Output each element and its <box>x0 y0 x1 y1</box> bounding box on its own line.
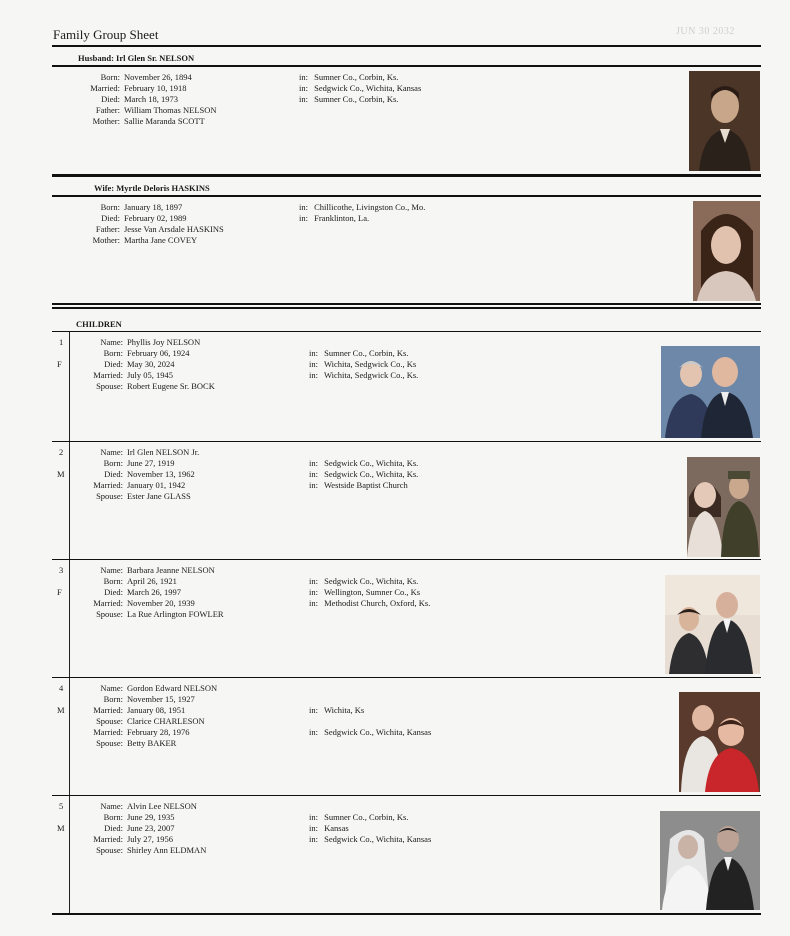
fact-value: January 18, 1897 <box>124 202 183 212</box>
child-places <box>309 565 430 620</box>
child-sex: M <box>57 823 65 833</box>
fact-row <box>0 587 224 598</box>
fact-label: Born: <box>103 693 123 704</box>
place-row <box>309 469 418 480</box>
place-row <box>299 72 421 83</box>
child-sex: F <box>57 587 62 597</box>
fact-row <box>0 609 224 620</box>
husband-places <box>299 72 421 127</box>
in-label: in: <box>309 822 318 833</box>
fact-label: Born: <box>100 202 120 212</box>
fact-value: William Thomas NELSON <box>124 104 217 115</box>
child-facts <box>0 337 215 392</box>
couple-photo-icon <box>661 346 760 438</box>
place-row <box>309 727 431 738</box>
section-rule <box>52 174 761 177</box>
child-divider <box>52 559 761 560</box>
place-value: Westside Baptist Church <box>321 479 408 490</box>
fact-row <box>0 370 215 381</box>
fact-row <box>0 116 217 127</box>
place-row <box>309 812 431 823</box>
in-label: in: <box>309 575 318 586</box>
fact-label: Married: <box>93 726 123 737</box>
fact-label: Father: <box>95 104 120 115</box>
place-value: Sedgwick Co., Wichita, Ks. <box>321 468 419 479</box>
in-label: in: <box>309 358 318 369</box>
fact-value: Ester Jane GLASS <box>127 490 191 501</box>
husband-label: Husband: <box>78 53 114 63</box>
fact-label: Name: <box>100 337 123 347</box>
fact-row <box>0 348 215 359</box>
wife-label: Wife: <box>94 183 115 193</box>
place-row <box>309 576 430 587</box>
child-4-photo <box>679 692 760 792</box>
fact-label: Spouse: <box>96 380 123 391</box>
fact-value: March 26, 1997 <box>127 586 182 597</box>
place-row <box>309 447 418 458</box>
place-value: Sedgwick Co., Wichita, Kansas <box>321 833 432 844</box>
place-row <box>309 565 430 576</box>
fact-label: Married: <box>93 833 123 844</box>
place-row <box>299 213 425 224</box>
fact-row <box>0 337 215 348</box>
fact-label: Died: <box>104 468 123 479</box>
place-value: Sedgwick Co., Wichita, Kansas <box>321 726 432 737</box>
child-places <box>309 683 431 748</box>
place-row <box>309 834 431 845</box>
in-label: in: <box>309 586 318 597</box>
couple-photo-icon <box>665 575 760 674</box>
fact-row <box>0 213 224 224</box>
place-row <box>299 235 425 246</box>
place-row <box>309 716 431 727</box>
fact-row <box>0 72 217 83</box>
fact-value: Sallie Maranda SCOTT <box>124 115 205 126</box>
scan-stamp: JUN 30 2032 <box>676 26 735 37</box>
place-row <box>299 105 421 116</box>
place-row <box>309 348 418 359</box>
place-row <box>309 738 431 749</box>
place-value: Sumner Co., Corbin, Ks. <box>311 93 399 104</box>
fact-value: Phyllis Joy NELSON <box>127 337 201 347</box>
fact-row <box>0 812 206 823</box>
header-rule <box>52 45 761 47</box>
fact-value: Gordon Edward NELSON <box>127 683 218 693</box>
child-places <box>309 801 431 856</box>
wife-facts <box>0 202 224 246</box>
place-row <box>309 705 431 716</box>
in-label: in: <box>309 597 318 608</box>
fact-value: March 18, 1973 <box>124 93 179 104</box>
fact-value: February 28, 1976 <box>127 726 190 737</box>
portrait-woman-icon <box>693 201 760 301</box>
wedding-photo-icon <box>660 811 760 910</box>
fact-label: Married: <box>93 369 123 380</box>
child-sex: F <box>57 359 62 369</box>
fact-value: April 26, 1921 <box>127 575 177 586</box>
fact-value: Alvin Lee NELSON <box>127 801 197 811</box>
in-label: in: <box>309 468 318 479</box>
children-heading: CHILDREN <box>76 319 122 329</box>
couple-photo-icon <box>687 457 760 557</box>
place-value: Wellington, Sumner Co., Ks <box>321 586 421 597</box>
place-value: Chillicothe, Livingston Co., Mo. <box>311 202 426 212</box>
place-value: Sedgwick Co., Wichita, Ks. <box>321 457 419 468</box>
wife-heading <box>94 183 210 193</box>
in-label: in: <box>299 82 308 93</box>
child-places <box>309 337 418 392</box>
place-value: Wichita, Ks <box>321 704 365 715</box>
fact-value: November 15, 1927 <box>127 693 195 704</box>
in-label: in: <box>309 704 318 715</box>
child-divider <box>52 441 761 442</box>
fact-value: July 05, 1945 <box>127 369 174 380</box>
fact-label: Born: <box>103 575 123 586</box>
fact-row <box>0 823 206 834</box>
fact-label: Married: <box>93 704 123 715</box>
place-row <box>309 491 418 502</box>
place-row <box>309 587 430 598</box>
place-value: Wichita, Sedgwick Co., Ks. <box>321 369 419 380</box>
wife-name: Myrtle Deloris HASKINS <box>116 183 210 193</box>
fact-row <box>0 727 217 738</box>
in-label: in: <box>299 93 308 104</box>
page-title: Family Group Sheet <box>53 27 159 42</box>
child-number: 4 <box>59 683 64 693</box>
fact-value: Betty BAKER <box>127 737 177 748</box>
child-divider <box>52 677 761 678</box>
fact-row <box>0 359 215 370</box>
place-value: Sedgwick Co., Wichita, Kansas <box>311 82 422 93</box>
fact-row <box>0 447 199 458</box>
child-number: 1 <box>59 337 64 347</box>
child-sex: M <box>57 705 65 715</box>
place-row <box>309 370 418 381</box>
fact-label: Spouse: <box>96 844 123 855</box>
fact-label: Name: <box>100 447 123 457</box>
place-value: Sumner Co., Corbin, Ks. <box>321 347 409 358</box>
fact-row <box>0 716 217 727</box>
child-facts <box>0 565 224 620</box>
fact-value: February 06, 1924 <box>127 347 190 358</box>
fact-row <box>0 845 206 856</box>
child-sex: M <box>57 469 65 479</box>
child-facts <box>0 801 206 856</box>
child-number: 5 <box>59 801 64 811</box>
fact-value: Jesse Van Arsdale HASKINS <box>124 223 224 234</box>
wife-places <box>299 202 425 246</box>
fact-label: Died: <box>104 586 123 597</box>
fact-row <box>0 598 224 609</box>
husband-rule <box>52 65 761 67</box>
place-row <box>309 337 418 348</box>
fact-value: February 02, 1989 <box>124 212 187 223</box>
fact-label: Spouse: <box>96 715 123 726</box>
fact-row <box>0 491 199 502</box>
section-rule-bottom <box>52 307 761 309</box>
fact-label: Died: <box>104 822 123 833</box>
wife-rule <box>52 195 761 197</box>
fact-label: Spouse: <box>96 737 123 748</box>
fact-value: Irl Glen NELSON Jr. <box>127 447 200 457</box>
fact-row <box>0 235 224 246</box>
fact-row <box>0 834 206 845</box>
in-label: in: <box>299 212 308 223</box>
fact-label: Born: <box>103 347 123 358</box>
place-value: Methodist Church, Oxford, Ks. <box>321 597 431 608</box>
husband-photo <box>689 71 760 171</box>
place-row <box>309 823 431 834</box>
in-label: in: <box>299 202 308 212</box>
fact-label: Born: <box>100 72 120 82</box>
couple-photo-icon <box>679 692 760 792</box>
place-value: Sedgwick Co., Wichita, Ks. <box>321 575 419 586</box>
fact-label: Name: <box>100 565 123 575</box>
child-facts <box>0 683 217 748</box>
in-label: in: <box>309 811 318 822</box>
place-value: Sumner Co., Corbin, Ks. <box>311 72 399 82</box>
fact-label: Mother: <box>92 115 120 126</box>
fact-row <box>0 705 217 716</box>
place-row <box>309 609 430 620</box>
place-value: Sumner Co., Corbin, Ks. <box>321 811 409 822</box>
fact-label: Died: <box>101 212 120 223</box>
wife-photo <box>693 201 760 301</box>
place-value: Kansas <box>321 822 349 833</box>
fact-label: Married: <box>93 597 123 608</box>
fact-row <box>0 480 199 491</box>
fact-row <box>0 565 224 576</box>
fact-value: May 30, 2024 <box>127 358 175 369</box>
footer-rule <box>52 913 761 915</box>
fact-value: Barbara Jeanne NELSON <box>127 565 215 575</box>
in-label: in: <box>309 726 318 737</box>
section-rule-top <box>52 303 761 305</box>
fact-row <box>0 694 217 705</box>
fact-row <box>0 683 217 694</box>
fact-value: November 20, 1939 <box>127 597 195 608</box>
fact-value: Shirley Ann ELDMAN <box>127 844 207 855</box>
fact-label: Born: <box>103 811 123 822</box>
child-1-photo <box>661 346 760 438</box>
fact-value: Robert Eugene Sr. BOCK <box>127 380 215 391</box>
fact-row <box>0 576 224 587</box>
child-number: 2 <box>59 447 64 457</box>
in-label: in: <box>309 347 318 358</box>
child-3-photo <box>665 575 760 674</box>
fact-value: February 10, 1918 <box>124 82 187 93</box>
child-places <box>309 447 418 502</box>
in-label: in: <box>309 479 318 490</box>
place-row <box>309 801 431 812</box>
child-2-photo <box>687 457 760 557</box>
fact-label: Died: <box>101 93 120 104</box>
place-row <box>309 359 418 370</box>
fact-value: January 08, 1951 <box>127 704 186 715</box>
place-value: Franklinton, La. <box>311 212 370 223</box>
place-row <box>299 224 425 235</box>
fact-label: Name: <box>100 801 123 811</box>
in-label: in: <box>299 72 308 82</box>
child-facts <box>0 447 199 502</box>
fact-label: Spouse: <box>96 608 123 619</box>
place-row <box>299 94 421 105</box>
fact-value: November 26, 1894 <box>124 72 192 82</box>
fact-row <box>0 801 206 812</box>
fact-value: La Rue Arlington FOWLER <box>127 608 224 619</box>
child-number: 3 <box>59 565 64 575</box>
fact-value: November 13, 1962 <box>127 468 195 479</box>
fact-label: Married: <box>90 82 120 93</box>
child-5-photo <box>660 811 760 910</box>
place-row <box>299 116 421 127</box>
fact-label: Mother: <box>92 234 120 245</box>
place-row <box>309 458 418 469</box>
fact-value: January 01, 1942 <box>127 479 186 490</box>
husband-heading <box>78 53 194 63</box>
place-row <box>309 845 431 856</box>
fact-label: Married: <box>93 479 123 490</box>
place-row <box>309 683 431 694</box>
place-row <box>299 202 425 213</box>
fact-row <box>0 83 217 94</box>
place-row <box>309 694 431 705</box>
in-label: in: <box>309 369 318 380</box>
place-row <box>299 83 421 94</box>
fact-value: July 27, 1956 <box>127 833 174 844</box>
fact-row <box>0 105 217 116</box>
fact-label: Spouse: <box>96 490 123 501</box>
fact-row <box>0 202 224 213</box>
fact-row <box>0 738 217 749</box>
fact-row <box>0 458 199 469</box>
place-row <box>309 381 418 392</box>
fact-value: Clarice CHARLESON <box>127 715 205 726</box>
fact-value: June 29, 1935 <box>127 811 175 822</box>
place-value: Wichita, Sedgwick Co., Ks <box>321 358 417 369</box>
children-rule <box>52 331 761 332</box>
fact-row <box>0 381 215 392</box>
fact-row <box>0 224 224 235</box>
fact-row <box>0 94 217 105</box>
fact-label: Born: <box>103 457 123 468</box>
husband-name: Irl Glen Sr. NELSON <box>116 53 195 63</box>
in-label: in: <box>309 833 318 844</box>
fact-label: Died: <box>104 358 123 369</box>
portrait-man-icon <box>689 71 760 171</box>
place-row <box>309 598 430 609</box>
fact-label: Name: <box>100 683 123 693</box>
husband-facts <box>0 72 217 127</box>
fact-value: Martha Jane COVEY <box>124 234 198 245</box>
fact-value: June 23, 2007 <box>127 822 175 833</box>
fact-label: Father: <box>95 223 120 234</box>
fact-row <box>0 469 199 480</box>
fact-value: June 27, 1919 <box>127 457 175 468</box>
child-divider <box>52 795 761 796</box>
place-row <box>309 480 418 491</box>
in-label: in: <box>309 457 318 468</box>
